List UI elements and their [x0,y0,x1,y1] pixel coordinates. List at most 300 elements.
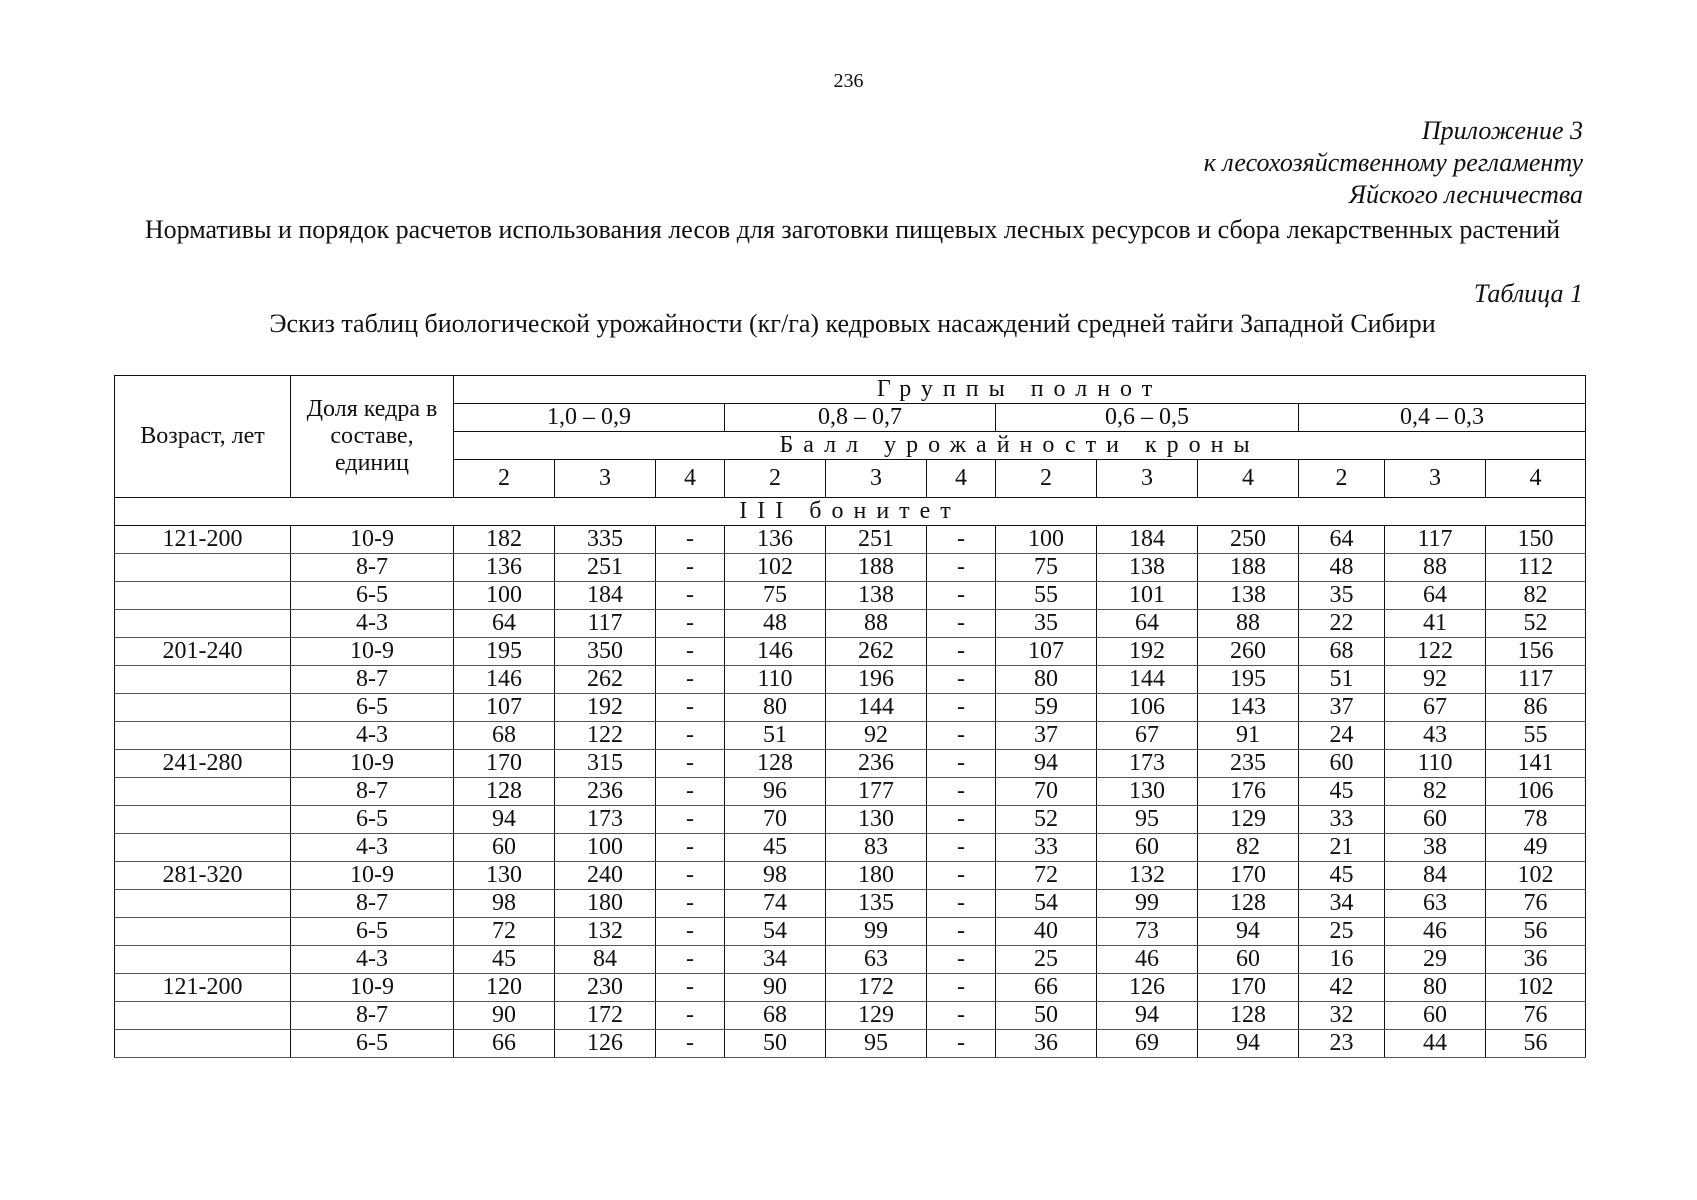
yield-cell: 170 [454,750,555,778]
yield-cell: 156 [1486,638,1586,666]
yield-cell: - [656,778,725,806]
yield-cell: 73 [1097,918,1198,946]
yield-cell: 49 [1486,834,1586,862]
yield-cell: 126 [1097,974,1198,1002]
header-score: 3 [1385,460,1486,498]
page-number: 236 [833,70,864,92]
yield-cell: 69 [1097,1030,1198,1058]
yield-cell: 128 [1198,1002,1299,1030]
yield-cell: 146 [454,666,555,694]
yield-cell: 98 [725,862,826,890]
share-cell: 10-9 [291,638,454,666]
header-score: 2 [1299,460,1385,498]
annex-line-1: Приложение 3 [1421,116,1583,145]
yield-cell: 235 [1198,750,1299,778]
yield-cell: 94 [1198,918,1299,946]
yield-cell: 35 [996,610,1097,638]
header-score: 3 [555,460,656,498]
header-score: 4 [656,460,725,498]
yield-cell: - [927,554,996,582]
table-row [115,554,1586,582]
yield-cell: 80 [996,666,1097,694]
yield-cell: 33 [996,834,1097,862]
yield-cell: - [656,610,725,638]
yield-cell: 196 [826,666,927,694]
yield-cell: 170 [1198,974,1299,1002]
yield-cell: 92 [826,722,927,750]
yield-cell: 188 [1198,554,1299,582]
yield-cell: 64 [1299,526,1385,554]
yield-cell: 122 [1385,638,1486,666]
yield-cell: - [656,806,725,834]
yield-cell: 240 [555,862,656,890]
yield-cell: 56 [1486,1030,1586,1058]
yield-cell: 95 [1097,806,1198,834]
yield-cell: 335 [555,526,656,554]
yield-cell: 42 [1299,974,1385,1002]
header-age: Возраст, лет [115,376,291,498]
yield-cell: 50 [725,1030,826,1058]
yield-cell: - [656,918,725,946]
yield-cell: 146 [725,638,826,666]
yield-cell: 102 [1486,974,1586,1002]
yield-cell: 29 [1385,946,1486,974]
yield-cell: 172 [826,974,927,1002]
yield-cell: 63 [826,946,927,974]
yield-cell: 150 [1486,526,1586,554]
table-row [115,1030,1586,1058]
header-score: 2 [996,460,1097,498]
yield-cell: 82 [1385,778,1486,806]
yield-cell: 24 [1299,722,1385,750]
yield-cell: - [656,862,725,890]
header-score: 3 [1097,460,1198,498]
section-heading: III бонитет [115,498,1586,526]
yield-cell: 126 [555,1030,656,1058]
yield-cell: 129 [826,1002,927,1030]
header-group-3: 0,6 – 0,5 [996,404,1299,432]
yield-cell: 170 [1198,862,1299,890]
yield-cell: 144 [826,694,927,722]
yield-cell: 64 [1097,610,1198,638]
yield-cell: 251 [826,526,927,554]
table-row [115,806,1586,834]
yield-cell: 33 [1299,806,1385,834]
yield-cell: - [656,666,725,694]
yield-cell: - [927,806,996,834]
yield-cell: 70 [725,806,826,834]
share-cell: 10-9 [291,974,454,1002]
yield-cell: 180 [826,862,927,890]
yield-cell: 76 [1486,890,1586,918]
share-cell: 8-7 [291,554,454,582]
yield-cell: 34 [1299,890,1385,918]
header-group-1: 1,0 – 0,9 [454,404,725,432]
yield-cell: 262 [826,638,927,666]
yield-cell: - [927,526,996,554]
yield-cell: 251 [555,554,656,582]
yield-cell: 100 [996,526,1097,554]
yield-cell: 90 [725,974,826,1002]
yield-cell: 182 [454,526,555,554]
yield-cell: 66 [454,1030,555,1058]
age-cell [115,834,291,862]
yield-cell: 110 [1385,750,1486,778]
share-cell: 8-7 [291,666,454,694]
header-crown-score: Балл урожайности кроны [454,432,1586,460]
yield-cell: 84 [1385,862,1486,890]
yield-cell: - [927,1002,996,1030]
header-score: 4 [1198,460,1299,498]
yield-cell: 122 [555,722,656,750]
yield-cell: 130 [1097,778,1198,806]
header-group-4: 0,4 – 0,3 [1299,404,1586,432]
yield-cell: 250 [1198,526,1299,554]
yield-cell: 86 [1486,694,1586,722]
yield-cell: 236 [826,750,927,778]
table-row [115,666,1586,694]
yield-cell: 99 [1097,890,1198,918]
table-row [115,638,1586,666]
age-cell [115,806,291,834]
yield-cell: 180 [555,890,656,918]
document-title: Нормативы и порядок расчетов использования лесов для заготовки пищевых лесных ресурсов и сбора лекарственных растений [144,215,1561,244]
yield-cell: - [927,974,996,1002]
yield-cell: 88 [1385,554,1486,582]
yield-cell: 55 [1486,722,1586,750]
yield-cell: 64 [1385,582,1486,610]
yield-cell: 22 [1299,610,1385,638]
yield-cell: 138 [1198,582,1299,610]
yield-cell: 260 [1198,638,1299,666]
table-row [115,722,1586,750]
yield-cell: 68 [725,1002,826,1030]
age-cell [115,694,291,722]
yield-cell: 60 [1299,750,1385,778]
yield-cell: 192 [555,694,656,722]
yield-cell: 43 [1385,722,1486,750]
share-cell: 10-9 [291,750,454,778]
age-cell [115,722,291,750]
yield-cell: 130 [454,862,555,890]
yield-cell: 60 [454,834,555,862]
table-caption: Эскиз таблиц биологической урожайности (кг/га) кедровых насаждений средней тайги Западной Сибири [269,309,1436,338]
yield-cell: 107 [454,694,555,722]
yield-cell: 195 [454,638,555,666]
header-share: Доля кедра в составе, единиц [291,376,454,498]
annex-line-3: Яйского лесничества [1348,180,1583,209]
yield-cell: 37 [996,722,1097,750]
yield-cell: 66 [996,974,1097,1002]
age-cell [115,554,291,582]
yield-cell: 55 [996,582,1097,610]
yield-cell: - [927,722,996,750]
yield-cell: 45 [725,834,826,862]
yield-cell: - [927,694,996,722]
yield-cell: - [656,750,725,778]
table-row [115,862,1586,890]
yield-cell: 41 [1385,610,1486,638]
yield-cell: 64 [454,610,555,638]
yield-cell: 350 [555,638,656,666]
yield-cell: 54 [996,890,1097,918]
yield-cell: 136 [454,554,555,582]
yield-cell: - [656,946,725,974]
yield-cell: 52 [996,806,1097,834]
age-cell: 121-200 [115,526,291,554]
age-cell: 281-320 [115,862,291,890]
yield-cell: 128 [1198,890,1299,918]
share-cell: 6-5 [291,918,454,946]
yield-cell: 120 [454,974,555,1002]
yield-cell: 37 [1299,694,1385,722]
share-cell: 4-3 [291,610,454,638]
yield-cell: 130 [826,806,927,834]
yield-cell: 80 [725,694,826,722]
yield-cell: - [927,834,996,862]
share-cell: 6-5 [291,582,454,610]
yield-cell: 95 [826,1030,927,1058]
yield-cell: - [927,890,996,918]
yield-cell: 192 [1097,638,1198,666]
age-cell [115,1002,291,1030]
yield-cell: 60 [1385,1002,1486,1030]
yield-cell: 74 [725,890,826,918]
yield-cell: 48 [725,610,826,638]
header-density-groups: Группы полнот [454,376,1586,404]
yield-cell: 36 [1486,946,1586,974]
age-cell: 201-240 [115,638,291,666]
age-cell [115,918,291,946]
yield-cell: 195 [1198,666,1299,694]
yield-cell: 56 [1486,918,1586,946]
yield-cell: 38 [1385,834,1486,862]
share-cell: 8-7 [291,1002,454,1030]
yield-cell: 63 [1385,890,1486,918]
yield-cell: 176 [1198,778,1299,806]
yield-cell: 67 [1385,694,1486,722]
header-group-2: 0,8 – 0,7 [725,404,996,432]
yield-cell: 106 [1097,694,1198,722]
yield-cell: 34 [725,946,826,974]
yield-cell: 132 [555,918,656,946]
yield-cell: 88 [1198,610,1299,638]
yield-cell: 90 [454,1002,555,1030]
share-cell: 10-9 [291,862,454,890]
share-cell: 8-7 [291,890,454,918]
yield-cell: 25 [996,946,1097,974]
yield-cell: 143 [1198,694,1299,722]
yield-cell: 45 [454,946,555,974]
yield-cell: 110 [725,666,826,694]
yield-cell: 112 [1486,554,1586,582]
header-score: 3 [826,460,927,498]
yield-cell: 46 [1097,946,1198,974]
yield-cell: - [656,1030,725,1058]
annex-line-2: к лесохозяйственному регламенту [1203,148,1583,177]
yield-cell: - [656,582,725,610]
yield-cell: 106 [1486,778,1586,806]
yield-cell: 51 [725,722,826,750]
age-cell: 241-280 [115,750,291,778]
yield-cell: 117 [1486,666,1586,694]
yield-cell: 60 [1385,806,1486,834]
table-row [115,834,1586,862]
yield-cell: 45 [1299,862,1385,890]
yield-cell: - [656,722,725,750]
yield-cell: - [656,526,725,554]
yield-cell: 83 [826,834,927,862]
yield-cell: 94 [454,806,555,834]
age-cell [115,778,291,806]
table-body [115,498,1586,1058]
yield-cell: - [656,638,725,666]
age-cell: 121-200 [115,974,291,1002]
yield-cell: 102 [725,554,826,582]
table-row [115,582,1586,610]
yield-cell: - [656,694,725,722]
yield-cell: 135 [826,890,927,918]
yield-cell: - [927,666,996,694]
yield-cell: 99 [826,918,927,946]
header-score: 4 [1486,460,1586,498]
yield-cell: 50 [996,1002,1097,1030]
share-cell: 6-5 [291,1030,454,1058]
yield-cell: 25 [1299,918,1385,946]
yield-cell: 16 [1299,946,1385,974]
yield-cell: 117 [555,610,656,638]
yield-cell: 35 [1299,582,1385,610]
age-cell [115,1030,291,1058]
yield-cell: - [656,890,725,918]
yield-cell: 78 [1486,806,1586,834]
yield-cell: 72 [996,862,1097,890]
header-score: 2 [725,460,826,498]
yield-cell: 107 [996,638,1097,666]
yield-cell: 230 [555,974,656,1002]
yield-cell: 262 [555,666,656,694]
yield-cell: 68 [1299,638,1385,666]
yield-cell: 51 [1299,666,1385,694]
yield-cell: 36 [996,1030,1097,1058]
yield-cell: - [656,834,725,862]
share-cell: 6-5 [291,694,454,722]
yield-cell: 138 [826,582,927,610]
yield-cell: 117 [1385,526,1486,554]
yield-cell: - [656,974,725,1002]
share-cell: 6-5 [291,806,454,834]
yield-cell: - [927,918,996,946]
yield-cell: 72 [454,918,555,946]
yield-cell: 94 [1097,1002,1198,1030]
yield-cell: 101 [1097,582,1198,610]
yield-cell: 60 [1198,946,1299,974]
header-score: 2 [454,460,555,498]
table-header [115,376,1586,498]
yield-cell: 82 [1486,582,1586,610]
share-cell: 4-3 [291,946,454,974]
yield-cell: 236 [555,778,656,806]
yield-cell: 141 [1486,750,1586,778]
yield-cell: 129 [1198,806,1299,834]
age-cell [115,582,291,610]
yield-cell: 82 [1198,834,1299,862]
yield-cell: 177 [826,778,927,806]
age-cell [115,890,291,918]
yield-cell: - [927,750,996,778]
share-cell: 4-3 [291,722,454,750]
yield-cell: - [656,1002,725,1030]
yield-cell: 315 [555,750,656,778]
yield-cell: 94 [1198,1030,1299,1058]
yield-cell: 173 [555,806,656,834]
share-cell: 8-7 [291,778,454,806]
table-row [115,918,1586,946]
yield-cell: 21 [1299,834,1385,862]
yield-cell: - [927,1030,996,1058]
yield-cell: 75 [996,554,1097,582]
share-cell: 10-9 [291,526,454,554]
yield-cell: 172 [555,1002,656,1030]
yield-cell: 76 [1486,1002,1586,1030]
yield-cell: 96 [725,778,826,806]
yield-cell: - [927,582,996,610]
table-row [115,694,1586,722]
yield-cell: 91 [1198,722,1299,750]
yield-cell: 184 [555,582,656,610]
age-cell [115,946,291,974]
table-row [115,750,1586,778]
yield-cell: 144 [1097,666,1198,694]
yield-cell: 40 [996,918,1097,946]
header-score: 4 [927,460,996,498]
yield-cell: 45 [1299,778,1385,806]
yield-cell: - [927,946,996,974]
yield-cell: 70 [996,778,1097,806]
yield-cell: 68 [454,722,555,750]
yield-cell: 138 [1097,554,1198,582]
yield-cell: 136 [725,526,826,554]
yield-cell: 59 [996,694,1097,722]
yield-cell: - [656,554,725,582]
yield-cell: - [927,610,996,638]
yield-cell: 75 [725,582,826,610]
table-row [115,778,1586,806]
yield-cell: 188 [826,554,927,582]
share-cell: 4-3 [291,834,454,862]
yield-cell: 60 [1097,834,1198,862]
table-row [115,974,1586,1002]
yield-table [114,375,1586,1058]
yield-cell: 184 [1097,526,1198,554]
yield-cell: 48 [1299,554,1385,582]
yield-cell: 132 [1097,862,1198,890]
yield-cell: 23 [1299,1030,1385,1058]
yield-cell: 92 [1385,666,1486,694]
yield-cell: 100 [454,582,555,610]
yield-cell: 80 [1385,974,1486,1002]
yield-cell: 100 [555,834,656,862]
yield-cell: 84 [555,946,656,974]
yield-cell: 128 [725,750,826,778]
yield-cell: 52 [1486,610,1586,638]
yield-cell: 102 [1486,862,1586,890]
yield-cell: 54 [725,918,826,946]
table-row [115,1002,1586,1030]
yield-cell: 98 [454,890,555,918]
yield-cell: 173 [1097,750,1198,778]
yield-cell: - [927,778,996,806]
